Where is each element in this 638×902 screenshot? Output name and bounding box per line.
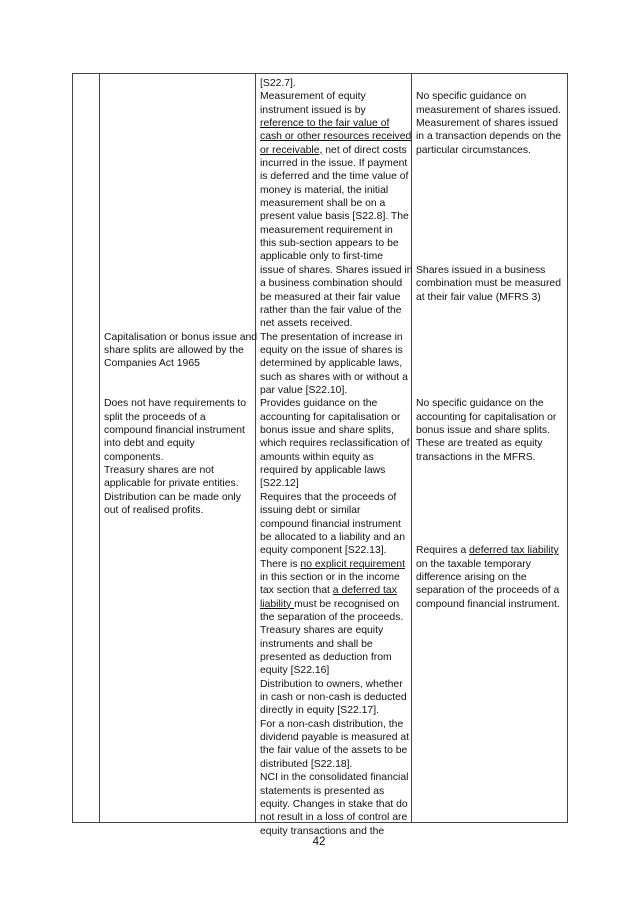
text-block-split: Does not have requirements to split the proceeds of a compound financial instrument into debt and equity components. xyxy=(104,398,247,463)
column-divider xyxy=(255,74,256,822)
text-run: Requires that the proceeds of issuing debt or similar compound financial instrument be allocated to a liability and an equity component [S22.13]. xyxy=(260,491,405,557)
text-block-s2217 xyxy=(260,678,410,718)
text-block-s2216 xyxy=(260,624,410,677)
page-number: 42 xyxy=(312,836,326,848)
column-divider xyxy=(411,74,412,822)
text-block-mfrs3 xyxy=(416,264,566,304)
text-run: on the taxable temporary difference arising on the separation of the proceeds of a compound financial instrument. xyxy=(416,558,560,610)
text-run: The presentation of increase in equity on the issue of shares is determined by applicable laws, such as shares with or without a par value [S22.10]. xyxy=(260,331,408,397)
text-run: must be recognised on the separation of the proceeds. xyxy=(260,598,404,623)
text-run: There is xyxy=(260,558,301,570)
text-block-treasury: Treasury shares are not applicable for private entities. xyxy=(104,465,239,490)
text-block-nospec2 xyxy=(416,397,566,464)
text-run: Provides guidance on the accounting for capitalisation or bonus issue and share splits, which requires reclassification of amounts within equity as required by applicable laws [S22.12] xyxy=(260,398,410,490)
text-run: No specific guidance on the accounting for capitalisation or bonus issue and share splits. These are treated as equity transactions in the MFRS. xyxy=(416,398,557,463)
underlined-text: no explicit requirement xyxy=(300,558,405,570)
text-run: in this section or in the income tax section that xyxy=(260,571,400,597)
column-divider xyxy=(99,74,100,822)
text-run: For a non-cash distribution, the dividend payable is measured at the fair value of the assets to be distributed [S22.18]. xyxy=(260,718,410,770)
text-run: Treasury shares are equity instruments and shall be presented as deduction from equity [S22.16] xyxy=(260,625,392,677)
text-block-s2218 xyxy=(260,718,410,771)
text-run: NCI in the consolidated financial statements is presented as equity. Changes in stake that do not result in a loss of control are equity transactions and the xyxy=(260,772,409,837)
text-block-s2213 xyxy=(260,491,410,558)
comparison-table xyxy=(72,73,568,837)
text-block-s227 xyxy=(260,77,413,331)
text-block-nodtl xyxy=(260,558,410,625)
underlined-text: reference to the fair value of cash or other resources received or receivable, xyxy=(260,118,412,156)
text-run: No specific guidance on measurement of shares issued. Measurement of shares issued in a transaction depends on the particular circumstances. xyxy=(416,91,561,156)
text-block-dtl xyxy=(416,544,566,611)
text-run: net of direct costs incurred in the issue. If payment is deferred and the time value of money is material, the initial measurement shall be on a present value basis [S22.8]. The measurement requirement in this sub-section appears to be applicable only to first-time issue of shares. Shares issued in a business combination should be measured at their fair value rather than the fair value of the net assets received. xyxy=(260,144,413,330)
underlined-text: a deferred tax liability xyxy=(260,585,397,610)
text-block-cap: Capitalisation or bonus issue and share splits are allowed by the Companies Act 1965 xyxy=(104,331,258,370)
text-run: Requires a xyxy=(416,545,470,557)
text-block-nci xyxy=(260,771,410,838)
text-block-s2212 xyxy=(260,397,410,490)
text-run: Shares issued in a business combination must be measured at their fair value (MFRS 3) xyxy=(416,264,561,303)
text-run: Distribution to owners, whether in cash or non-cash is deducted directly in equity [S22.17]. xyxy=(260,678,407,717)
text-run: [S22.7]. Measurement of equity instrument issued is by xyxy=(260,78,366,116)
text-block-dist: Distribution can be made only out of realised profits. xyxy=(104,491,241,517)
underlined-text: deferred tax liability xyxy=(469,545,559,557)
text-block-s2210 xyxy=(260,331,410,398)
text-block-nospec xyxy=(416,90,566,157)
